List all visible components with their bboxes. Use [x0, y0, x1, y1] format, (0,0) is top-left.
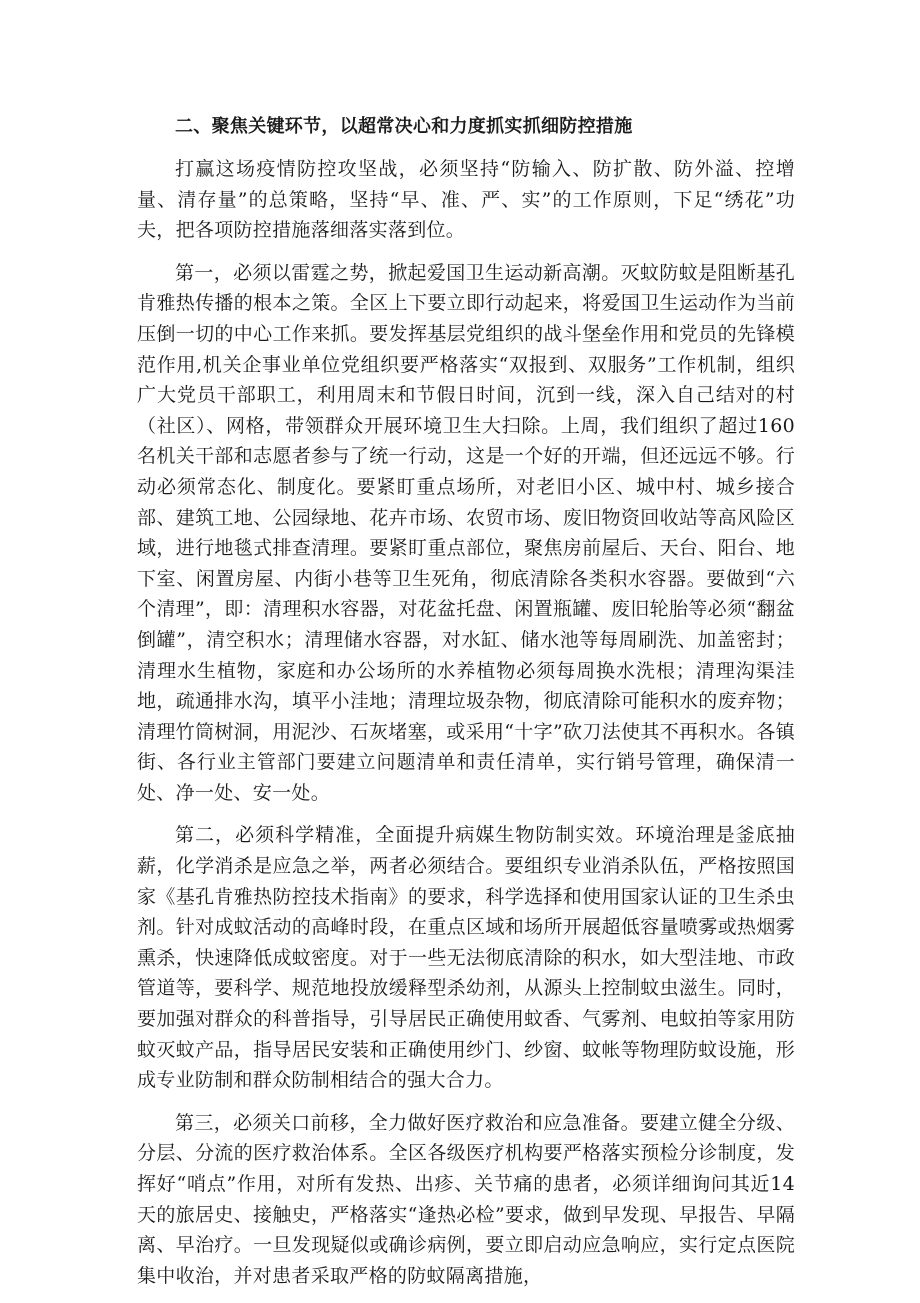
document-page [137, 112, 795, 1303]
paragraph-third: 第三，必须关口前移，全力做好医疗救治和应急准备。要建立健全分级、分层、分流的医疗救治体系。全区各级医疗机构要严格落实预检分诊制度，发挥好“哨点”作用，对所有发热、出疹、关节痛的患者，必须详细询问其近14天的旅居史、接触史，严格落实“逢热必检”要求，做到早发现、早报告、早隔离、早治疗。一旦发现疑似或确诊病例，要立即启动应急响应，实行定点医院集中收治，并对患者采取严格的防蚊隔离措施， [137, 1111, 795, 1287]
paragraph-intro: 打赢这场疫情防控攻坚战，必须坚持“防输入、防扩散、防外溢、控增量、清存量”的总策略，坚持“早、准、严、实”的工作原则，下足“绣花”功夫，把各项防控措施落细落实落到位。 [137, 158, 795, 242]
paragraph-second: 第二，必须科学精准，全面提升病媒生物防制实效。环境治理是釜底抽薪，化学消杀是应急之举，两者必须结合。要组织专业消杀队伍，严格按照国家《基孔肯雅热防控技术指南》的要求，科学选择和使用国家认证的卫生杀虫剂。针对成蚊活动的高峰时段，在重点区域和场所开展超低容量喷雾或热烟雾熏杀，快速降低成蚊密度。对于一些无法彻底清除的积水，如大型洼地、市政管道等，要科学、规范地投放缓释型杀幼剂，从源头上控制蚊虫滋生。同时，要加强对群众的科普指导，引导居民正确使用蚊香、气雾剂、电蚊拍等家用防蚊灭蚊产品，指导居民安装和正确使用纱门、纱窗、蚊帐等物理防蚊设施，形成专业防制和群众防制相结合的强大合力。 [137, 824, 795, 1092]
section-heading: 二、聚焦关键环节，以超常决心和力度抓实抓细防控措施 [175, 116, 633, 137]
paragraph-first: 第一，必须以雷霆之势，掀起爱国卫生运动新高潮。灭蚊防蚊是阻断基孔肯雅热传播的根本之策。全区上下要立即行动起来，将爱国卫生运动作为当前压倒一切的中心工作来抓。要发挥基层党组织的战斗堡垒作用和党员的先锋模范作用,机关企事业单位党组织要严格落实“双报到、双服务”工作机制，组织广大党员干部职工，利用周末和节假日时间，沉到一线，深入自己结对的村（社区）、网格，带领群众开展环境卫生大扫除。上周，我们组织了超过160名机关干部和志愿者参与了统一行动，这是一个好的开端，但还远远不够。行动必须常态化、制度化。要紧盯重点场所，对老旧小区、城中村、城乡接合部、建筑工地、公园绿地、花卉市场、农贸市场、废旧物资回收站等高风险区域，进行地毯式排查清理。要紧盯重点部位，聚焦房前屋后、天台、阳台、地下室、闲置房屋、内街小巷等卫生死角，彻底清除各类积水容器。要做到“六个清理”，即：清理积水容器，对花盆托盘、闲置瓶罐、废旧轮胎等必须“翻盆倒罐”，清空积水；清理储水容器，对水缸、储水池等每周刷洗、加盖密封；清理水生植物，家庭和办公场所的水养植物必须每周换水洗根；清理沟渠洼地，疏通排水沟，填平小洼地；清理垃圾杂物，彻底清除可能积水的废弃物；清理竹筒树洞，用泥沙、石灰堵塞，或采用“十字”砍刀法使其不再积水。各镇街、各行业主管部门要建立问题清单和责任清单，实行销号管理，确保清一处、净一处、安一处。 [137, 261, 795, 804]
